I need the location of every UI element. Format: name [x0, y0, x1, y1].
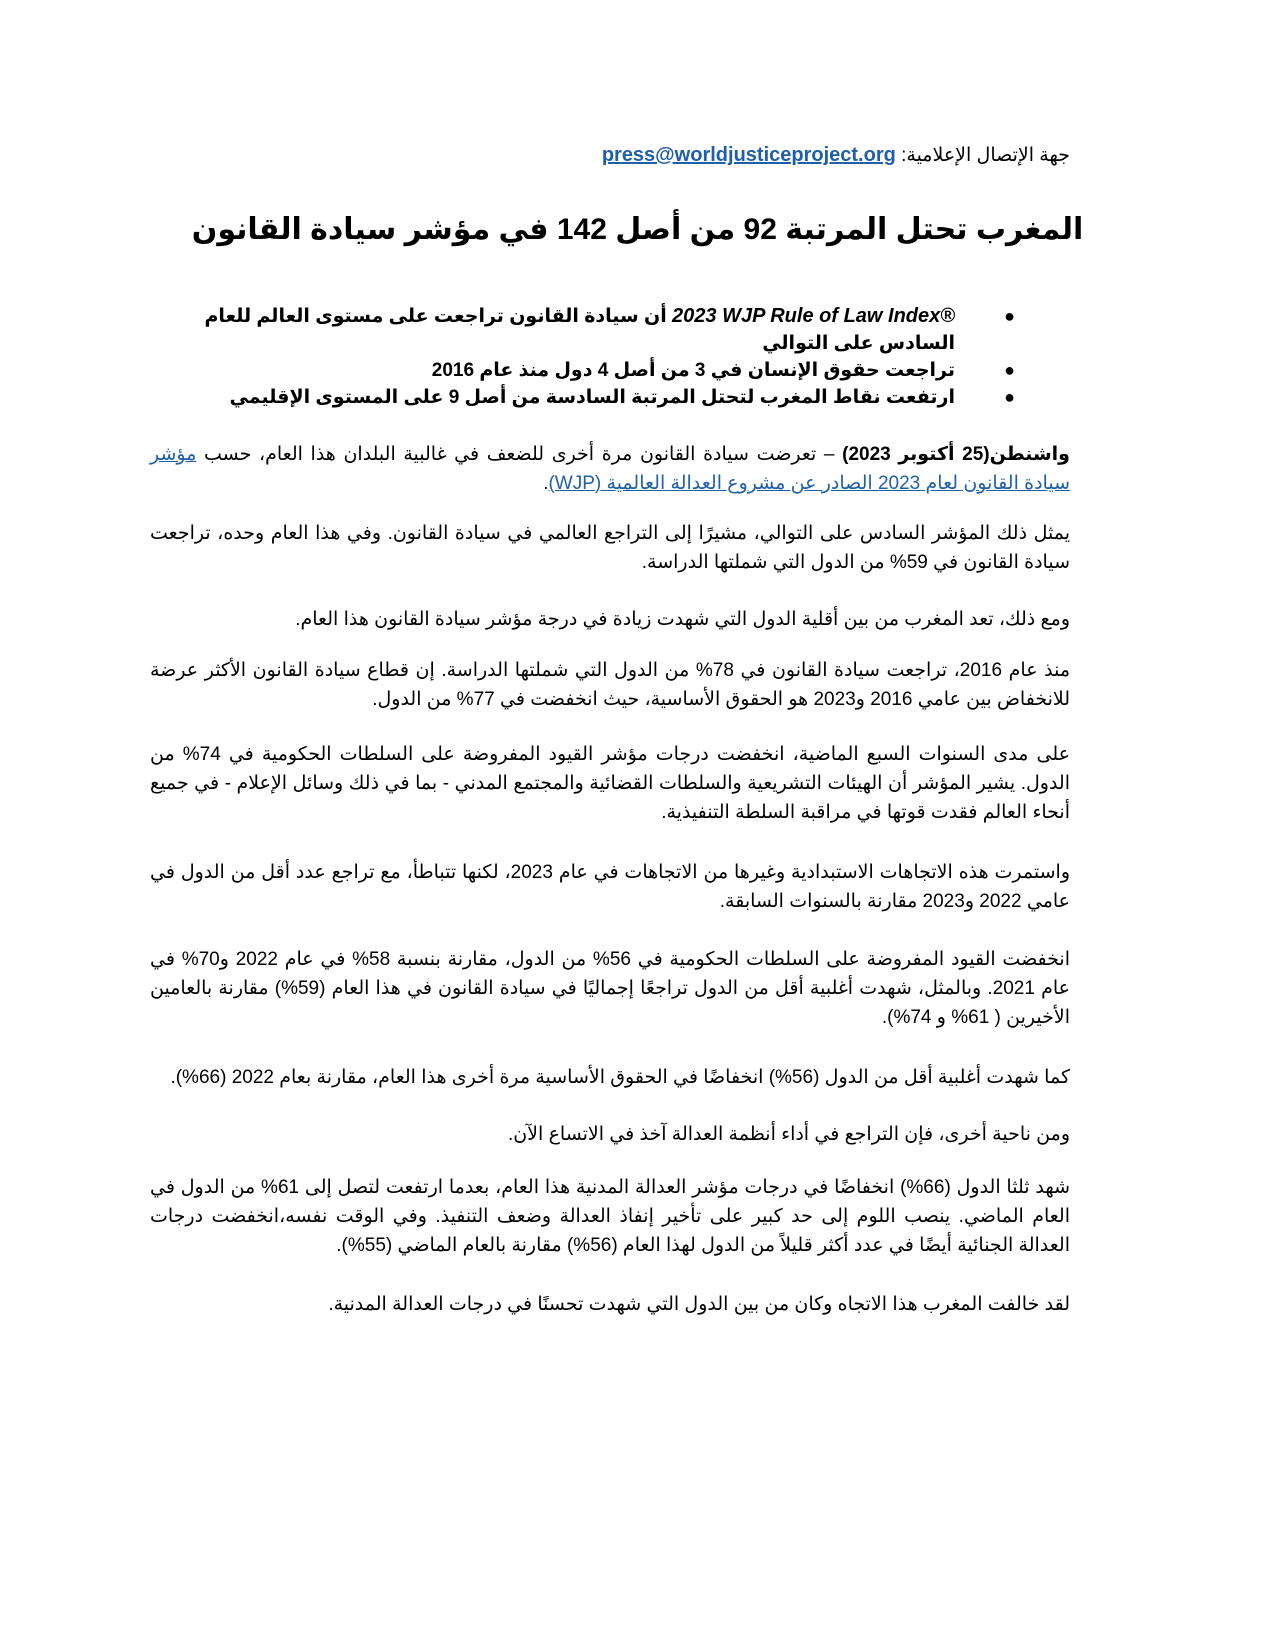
- intro-text: – تعرضت سيادة القانون مرة أخرى للضعف في غالبية البلدان هذا العام، حسب: [196, 444, 843, 465]
- highlight-text: ارتفعت نقاط المغرب لتحتل المرتبة السادسة من أصل 9 على المستوى الإقليمي: [229, 387, 955, 408]
- index-name: 2023 WJP Rule of Law Index®: [672, 305, 955, 327]
- body-paragraph: يمثل ذلك المؤشر السادس على التوالي، مشيرًا إلى التراجع العالمي في سيادة القانون. وفي هذا العام وحده، تراجعت سيادة القانون في 59% من الدول التي شملتها الدراسة.: [150, 523, 1070, 573]
- body-paragraph: لقد خالفت المغرب هذا الاتجاه وكان من بين الدول التي شهدت تحسنًا في درجات العدالة المدنية.: [328, 1294, 1070, 1315]
- media-contact: [602, 144, 1070, 167]
- media-contact-label: جهة الإتصال الإعلامية:: [901, 145, 1070, 166]
- bullet-dot-icon: ●: [1004, 360, 1015, 380]
- body-paragraph: على مدى السنوات السبع الماضية، انخفضت درجات مؤشر القيود المفروضة على السلطات الحكومية في 74% من الدول. يشير المؤشر أن الهيئات التشريعية والسلطات القضائية والمجتمع المدني - بما في ذلك وسائل الإعلام - في جميع أنحاء العالم فقدت قوتها في مراقبة السلطة التنفيذية.: [150, 744, 1070, 823]
- bullet-dot-icon: ●: [1004, 387, 1015, 407]
- highlight-item: [195, 384, 1015, 411]
- highlights-list: [195, 303, 1015, 411]
- body-paragraph: انخفضت القيود المفروضة على السلطات الحكومية في 56% من الدول، مقارنة بنسبة 58% في عام 2022 و70% في عام 2021. وبالمثل، شهدت أغلبية أقل من الدول تراجعًا إجماليًا في سيادة القانون في هذا العام (59%) مقارنة بالعامين الأخيرين ( 61% و 74%).: [150, 949, 1070, 1028]
- highlight-item: [195, 357, 1015, 384]
- index-report-link[interactable]: مؤشر سيادة القانون لعام 2023 الصادر عن مشروع العدالة العالمية (WJP): [150, 444, 1070, 494]
- body-paragraph: شهد ثلثا الدول (66%) انخفاضًا في درجات مؤشر العدالة المدنية هذا العام، بعدما ارتفعت لتصل إلى 61% من الدول في العام الماضي. ينصب اللوم إلى حد كبير على تأخير إنفاذ العدالة وضعف التنفيذ. وفي الوقت نفسه،انخفضت درجات العدالة الجنائية أيضًا في عدد أكثر قليلاً من الدول لهذا العام (56%) مقارنة بالعام الماضي (55%).: [150, 1177, 1071, 1256]
- highlight-text: أن سيادة القانون تراجعت على مستوى العالم للعام السادس على التوالي: [204, 306, 955, 354]
- bullet-dot-icon: ●: [1004, 306, 1015, 326]
- body-paragraph: كما شهدت أغلبية أقل من الدول (56%) انخفاضًا في الحقوق الأساسية مرة أخرى هذا العام، مقارنة بعام 2022 (66%).: [170, 1067, 1070, 1088]
- intro-paragraph: [150, 440, 1070, 498]
- body-paragraph: ومع ذلك، تعد المغرب من بين أقلية الدول التي شهدت زيادة في درجة مؤشر سيادة القانون هذا العام.: [295, 609, 1070, 630]
- highlight-item: [195, 303, 1015, 357]
- highlight-text: تراجعت حقوق الإنسان في 3 من أصل 4 دول منذ عام 2016: [431, 360, 955, 381]
- page-title: المغرب تحتل المرتبة 92 من أصل 142 في مؤشر سيادة القانون: [191, 213, 1084, 246]
- body-paragraph: منذ عام 2016، تراجعت سيادة القانون في 78% من الدول التي شملتها الدراسة. إن قطاع سيادة القانون الأكثر عرضة للانخفاض بين عامي 2016 و2023 هو الحقوق الأساسية، حيث انخفضت في 77% من الدول.: [150, 660, 1070, 710]
- intro-end: .: [543, 473, 549, 494]
- body-paragraph: ومن ناحية أخرى، فإن التراجع في أداء أنظمة العدالة آخذ في الاتساع الآن.: [507, 1124, 1070, 1145]
- dateline: واشنطن(25 أكتوبر 2023): [842, 444, 1070, 465]
- press-email-link[interactable]: press@worldjusticeproject.org: [601, 144, 896, 166]
- body-paragraph: واستمرت هذه الاتجاهات الاستبدادية وغيرها من الاتجاهات في عام 2023، لكنها تتباطأ، مع تراجع عدد أقل من الدول في عامي 2022 و2023 مقارنة بالسنوات السابقة.: [150, 862, 1070, 912]
